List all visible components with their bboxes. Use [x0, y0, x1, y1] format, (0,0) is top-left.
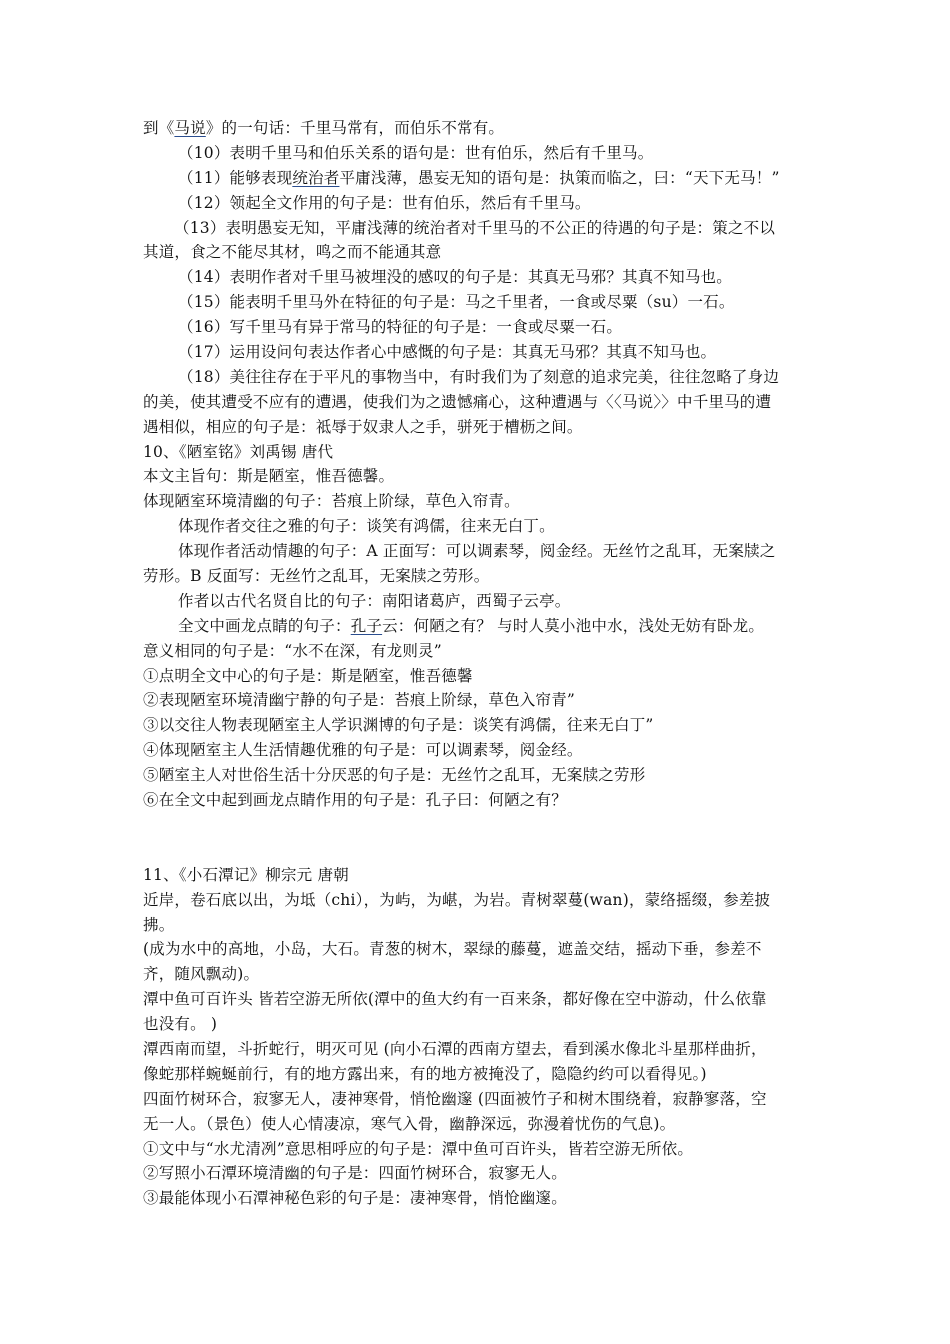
text-line: 潭西南而望，斗折蛇行，明灭可见 (向小石潭的西南方望去，看到溪水像北斗星那样曲折，	[143, 1039, 767, 1058]
section-heading: 11、《小石潭记》柳宗元 唐朝	[143, 865, 349, 884]
text-line: 潭中鱼可百许头 皆若空游无所依(潭中的鱼大约有一百来条，都好像在空中游动，什么依靠	[143, 990, 767, 1009]
text-line: 也没有。 )	[143, 1015, 218, 1034]
text-span: 云：何陋之有？ 与时人莫小池中水，浅处无妨有卧龙。	[382, 616, 765, 635]
text-line: 劳形。B 反面写：无丝竹之乱耳，无案牍之劳形。	[143, 567, 490, 586]
text-line	[143, 116, 811, 141]
text-line: （17）运用设问句表达作者心中感慨的句子是：其真无马邪？其真不知马也。	[178, 343, 717, 362]
text-line	[143, 614, 811, 639]
text-line: ⑥在全文中起到画龙点睛作用的句子是：孔子曰：何陋之有？	[143, 791, 567, 810]
document-body	[143, 116, 811, 1211]
text-span: 平庸浅薄，愚妄无知的语句是：执策而临之，曰：“天下无马！”	[339, 168, 780, 187]
text-line: （13）表明愚妄无知，平庸浅薄的统治者对千里马的不公正的待遇的句子是：策之不以	[174, 218, 776, 237]
text-line: （12）领起全文作用的句子是：世有伯乐，然后有千里马。	[178, 193, 591, 212]
underlined-term: 统治者	[292, 168, 340, 187]
blank-space	[143, 813, 811, 863]
text-line: 四面竹树环合，寂寥无人，凄神寒骨，悄怆幽邃 (四面被竹子和树木围绕着，寂静寥落，空	[143, 1089, 767, 1108]
text-line: 体现作者活动情趣的句子：A 正面写：可以调素琴，阅金经。无丝竹之乱耳，无案牍之	[178, 542, 776, 561]
text-line: （16）写千里马有异于常马的特征的句子是：一食或尽粟一石。	[178, 318, 623, 337]
text-span: 全文中画龙点睛的句子：	[178, 616, 351, 635]
text-line: （10）表明千里马和伯乐关系的语句是：世有伯乐，然后有千里马。	[178, 143, 654, 162]
text-line: 作者以古代名贤自比的句子：南阳诸葛庐，西蜀子云亭。	[178, 591, 571, 610]
text-line: ②表现陋室环境清幽宁静的句子是：苔痕上阶绿，草色入帘青”	[143, 691, 576, 710]
text-line: 遇相似，相应的句子是：祗辱于奴隶人之手，骈死于槽枥之间。	[143, 417, 583, 436]
text-line: ④体现陋室主人生活情趣优雅的句子是：可以调素琴，阅金经。	[143, 741, 583, 760]
section-heading: 10、《陋室铭》刘禹锡 唐代	[143, 442, 334, 461]
text-line: 其道，食之不能尽其材，鸣之而不能通其意	[143, 243, 442, 262]
text-line: ⑤陋室主人对世俗生活十分厌恶的句子是：无丝竹之乱耳，无案牍之劳形	[143, 766, 646, 785]
underlined-term: 马说	[174, 119, 206, 137]
text-line: ②写照小石潭环境清幽的句子是：四面竹树环合，寂寥无人。	[143, 1164, 567, 1183]
text-span: （11）能够表现	[178, 168, 293, 187]
text-line: ③以交往人物表现陋室主人学识渊博的句子是：谈笑有鸿儒，往来无白丁”	[143, 716, 654, 735]
text-line: （14）表明作者对千里马被埋没的感叹的句子是：其真无马邪？其真不知马也。	[178, 268, 732, 287]
text-line: 体现作者交往之雅的句子：谈笑有鸿儒，往来无白丁。	[178, 517, 555, 536]
text-line: （15）能表明千里马外在特征的句子是：马之千里者，一食或尽粟（su）一石。	[178, 293, 735, 312]
text-line: （18）美往往存在于平凡的事物当中，有时我们为了刻意的追求完美，往往忽略了身边	[178, 367, 780, 386]
text-line	[143, 166, 811, 191]
text-line: 本文主旨句：斯是陋室，惟吾德馨。	[143, 467, 395, 486]
text-line: 拂。	[143, 915, 175, 934]
text-line: ③最能体现小石潭神秘色彩的句子是：凄神寒骨，悄怆幽邃。	[143, 1189, 567, 1208]
text-line: 齐，随风飘动)。	[143, 965, 260, 984]
text-line: 意义相同的句子是：“水不在深，有龙则灵”	[143, 641, 442, 660]
text-line: 无一人。（景色）使人心情凄凉，寒气入骨，幽静深远，弥漫着忧伤的气息)。	[143, 1114, 676, 1133]
text-line: ①文中与“水尤清冽”意思相呼应的句子是：潭中鱼可百许头，皆若空游无所依。	[143, 1139, 694, 1158]
text-line: 体现陋室环境清幽的句子：苔痕上阶绿，草色入帘青。	[143, 492, 520, 511]
text-line: 像蛇那样蜿蜒前行，有的地方露出来，有的地方被掩没了，隐隐约约可以看得见。)	[143, 1064, 707, 1083]
text-span: 到《	[143, 119, 175, 137]
underlined-term: 孔子	[350, 616, 383, 635]
text-line: 的美，使其遭受不应有的遭遇，使我们为之遗憾痛心，这种遭遇与〈〈马说〉〉中千里马的遭	[143, 392, 772, 411]
text-line: ①点明全文中心的句子是：斯是陋室，惟吾德馨	[143, 666, 473, 685]
text-line: 近岸，卷石底以出，为坻（chi），为屿，为嵁，为岩。青树翠蔓(wan)，蒙络摇缀，参差披	[143, 890, 771, 909]
text-line: (成为水中的高地，小岛，大石。青葱的树木，翠绿的藤蔓，遮盖交结，摇动下垂，参差不	[143, 940, 762, 959]
text-span: 》的一句话：千里马常有，而伯乐不常有。	[205, 119, 505, 137]
